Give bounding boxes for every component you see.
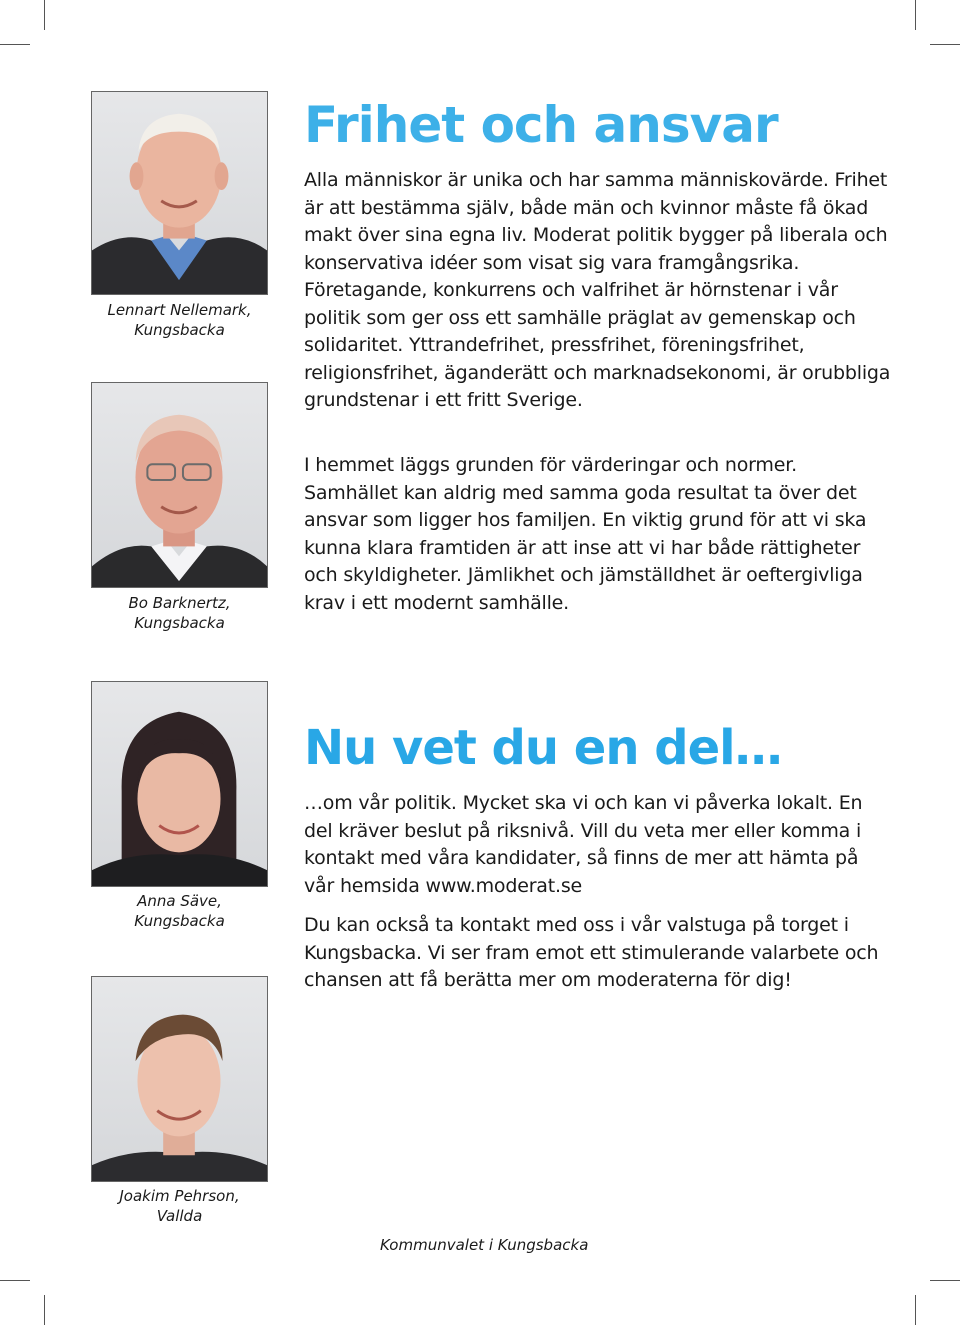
paragraph-contact: Du kan också ta kontakt med oss i vår valstuga på torget i Kungsbacka. Vi ser fram emot ett stimulerande valarbete och chansen att få berätta mer om moderaterna för dig! [304,914,879,991]
portrait-joakim-pehrson [91,976,268,1182]
crop-mark [0,1280,30,1281]
paragraph-family: I hemmet läggs grunden för värderingar och normer. Samhället kan aldrig med samma goda resultat ta över det ansvar som ligger hos familjen. En viktig grund för att vi ska kunna klara framtiden är att inse att vi har både rättigheter och skyldigheter. Jämlikhet och jämställdhet är oeftergivliga krav i ett modernt samhälle. [304,454,867,614]
caption-anna-save [91,891,268,931]
person-place: Vallda [156,1207,203,1225]
caption-lennart-nellemark [91,300,268,340]
person-name: Anna Säve, [137,892,222,910]
portrait-lennart-nellemark [91,91,268,295]
crop-mark [0,44,30,45]
heading-frihet-och-ansvar: Frihet och ansvar [304,96,778,154]
portrait-bo-barknertz [91,382,268,588]
crop-mark [930,1280,960,1281]
person-place: Kungsbacka [134,614,225,632]
person-name: Lennart Nellemark, [107,301,252,319]
heading-nu-vet-du-en-del: Nu vet du en del… [304,720,782,776]
portrait-anna-save [91,681,268,887]
crop-mark [44,0,45,30]
paragraph-values: Alla människor är unika och har samma människovärde. Frihet är att bestämma själv, både män och kvinnor måste få ökad makt över sina egna liv. Moderat politik bygger på liberala och konservativa idéer som visat sig vara framgångsrika. Företagande, konkurrens och valfrihet är hörnstenar i vår politik som ger oss ett samhälle präglat av gemenskap och solidaritet. Yttrandefrihet, pressfrihet, föreningsfrihet, religionsfrihet, äganderätt och marknadsekonomi, är orubbliga grundstenar i ett fritt Sverige. [304,169,891,411]
person-name: Bo Barknertz, [128,594,231,612]
person-name: Joakim Pehrson, [119,1187,240,1205]
person-place: Kungsbacka [134,912,225,930]
caption-joakim-pehrson [91,1186,268,1226]
person-place: Kungsbacka [134,321,225,339]
footer-text: Kommunvalet i Kungsbacka [380,1236,589,1254]
crop-mark [930,44,960,45]
crop-mark [44,1295,45,1325]
crop-mark [915,1295,916,1325]
crop-mark [915,0,916,30]
caption-bo-barknertz [91,593,268,633]
paragraph-politics: …om vår politik. Mycket ska vi och kan vi påverka lokalt. En del kräver beslut på riksnivå. Vill du veta mer eller komma i kontakt med våra kandidater, så finns de mer att hämta på vår hemsida www.moderat.se [304,792,863,897]
